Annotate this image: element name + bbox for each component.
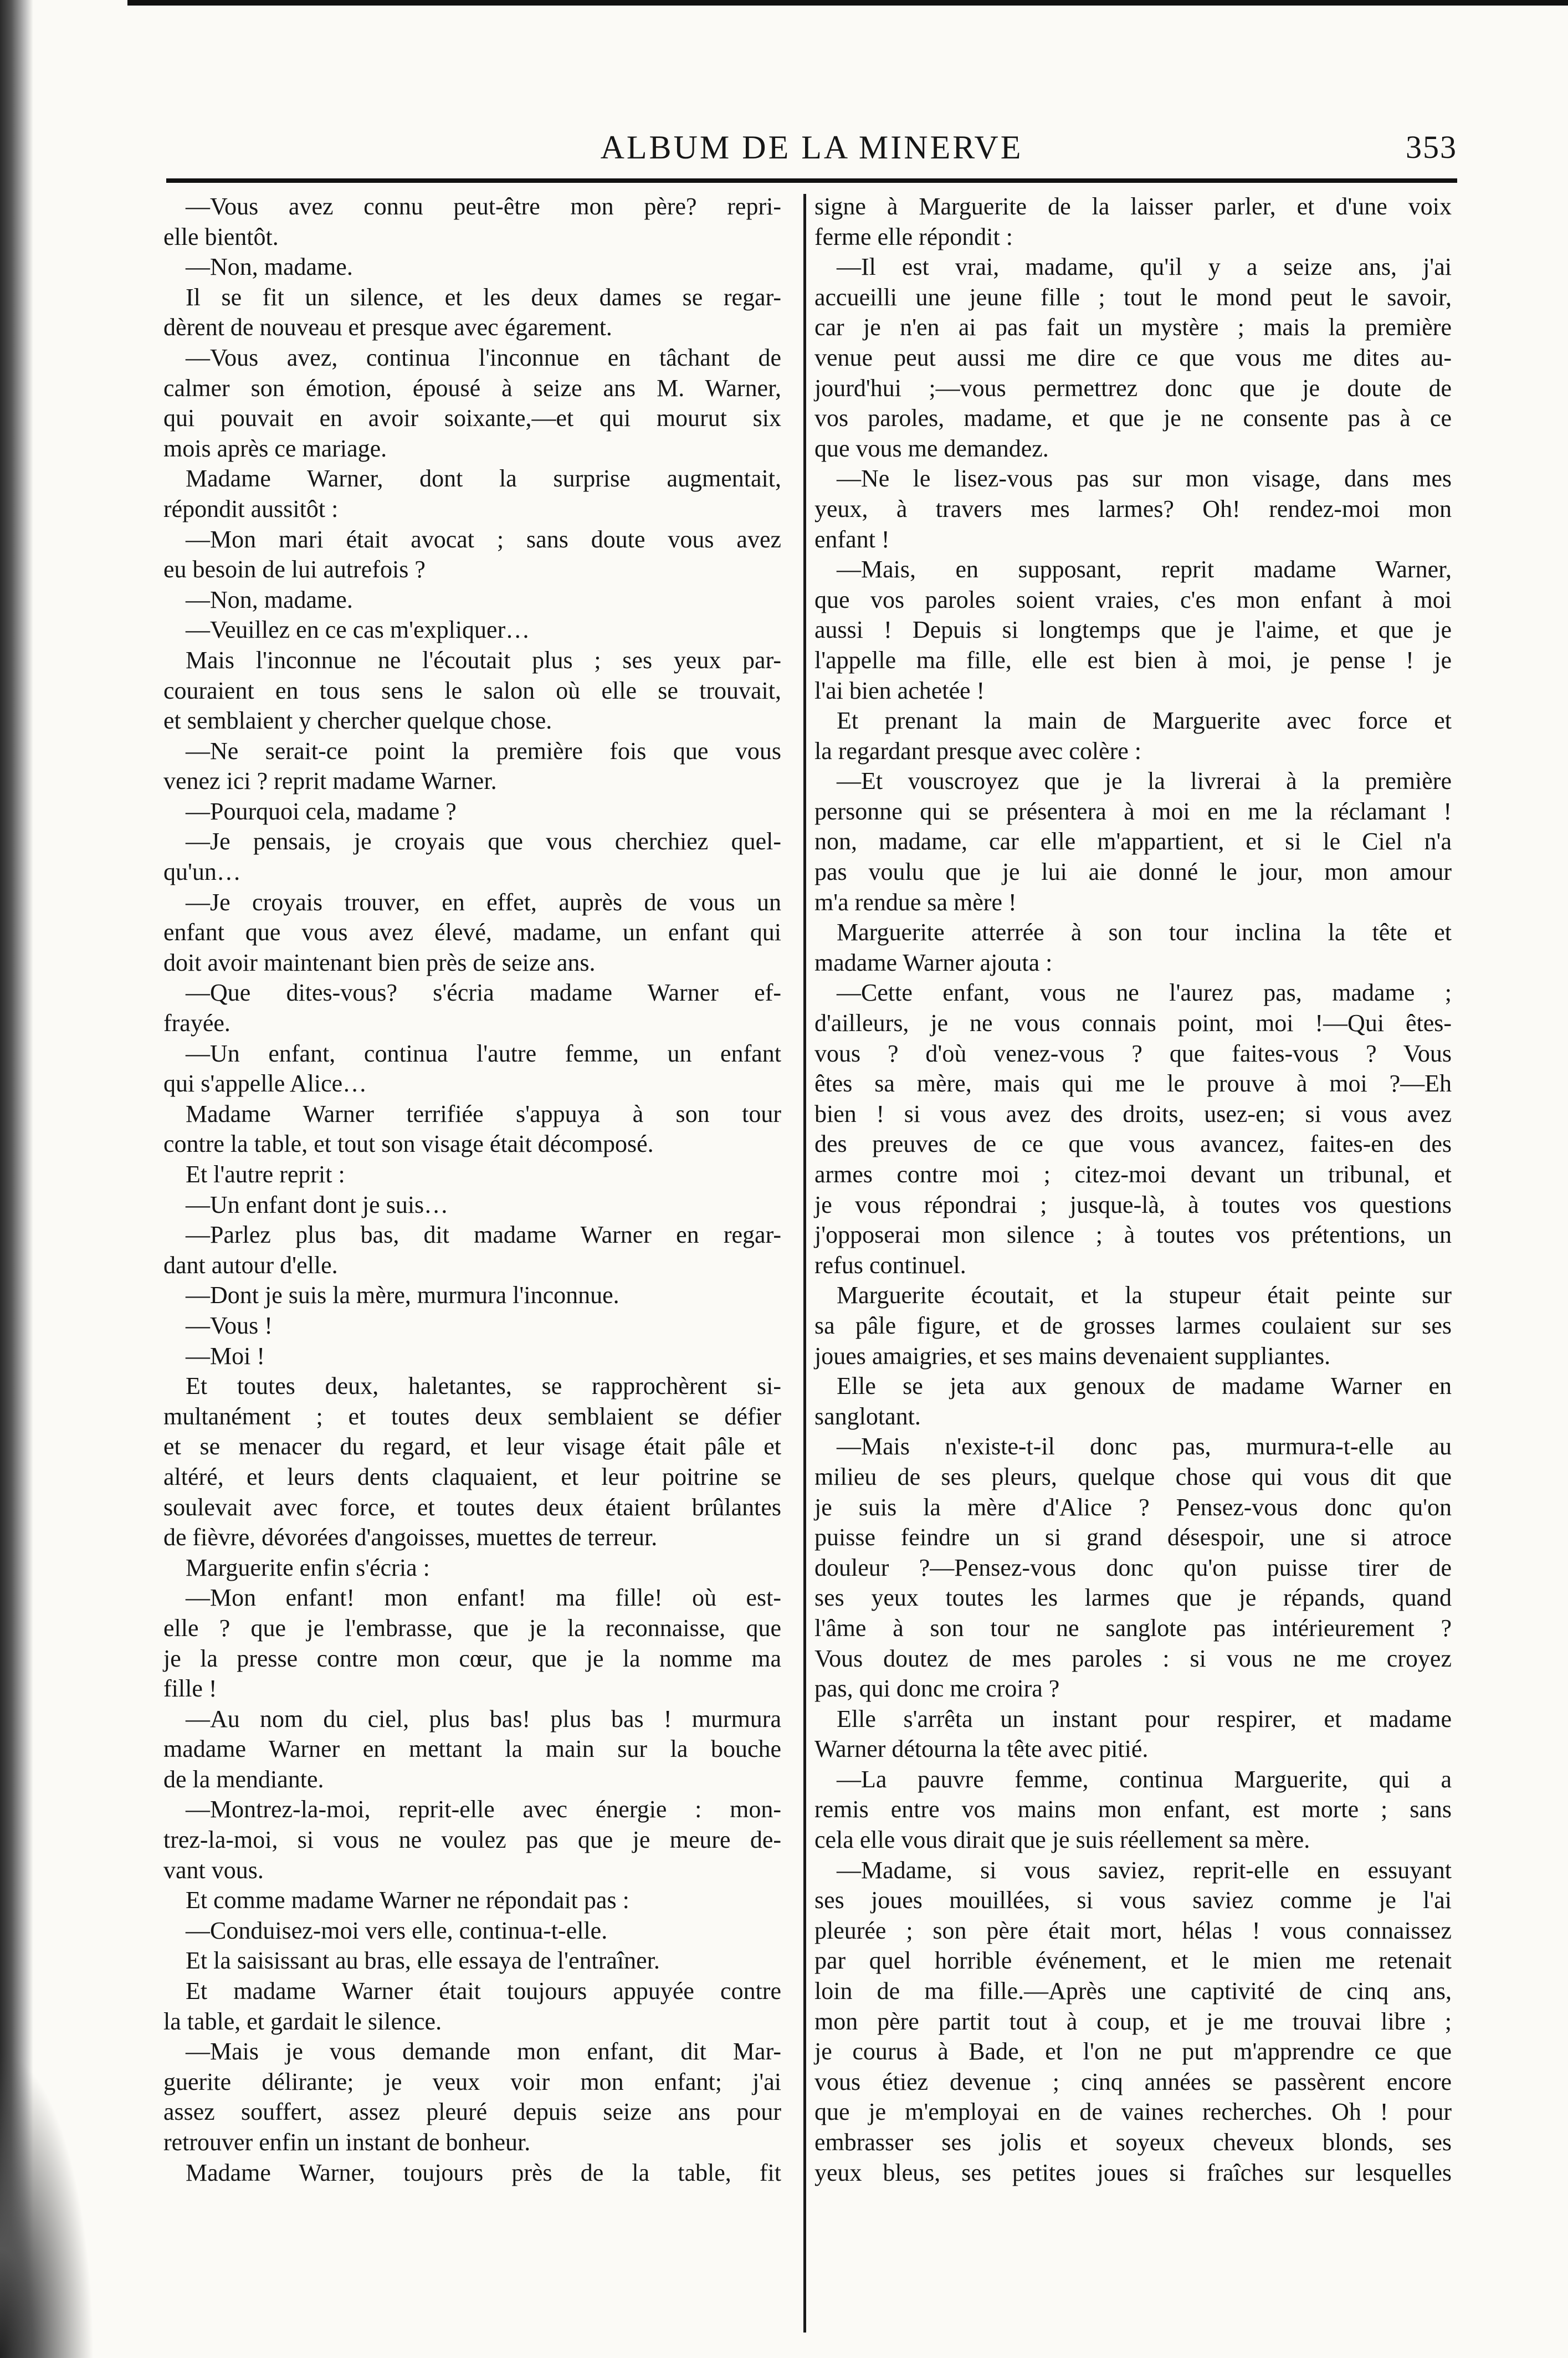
text-line: yeux, à travers mes larmes? Oh! rendez-moi mon [814, 495, 1452, 522]
text-line: altéré, et leurs dents claquaient, et leur poitrine se [163, 1463, 781, 1490]
text-line: Elle se jeta aux genoux de madame Warner en [837, 1372, 1452, 1400]
text-line: et semblaient y chercher quelque chose. [163, 707, 552, 735]
text-line: pleurée ; son père était mort, hélas ! vous connaissez [814, 1916, 1452, 1944]
text-line: soulevait avec force, et toutes deux étaient brûlantes [163, 1493, 781, 1521]
text-line: refus continuel. [814, 1251, 966, 1279]
text-line: elle bientôt. [163, 223, 279, 250]
text-line: milieu de ses pleurs, quelque chose qui vous dit que [814, 1463, 1452, 1490]
text-line: contre la table, et tout son visage était décomposé. [163, 1130, 654, 1158]
text-line: par quel horrible événement, et le mien me retenait [814, 1947, 1452, 1975]
text-line: embrasser ses jolis et soyeux cheveux blonds, ses [814, 2129, 1452, 2156]
text-line: Et madame Warner était toujours appuyée contre [186, 1977, 781, 2005]
top-edge-rule [127, 0, 1568, 6]
running-header [166, 129, 1457, 173]
text-line: trez-la-moi, si vous ne voulez pas que je meure de- [163, 1826, 781, 1854]
text-line: venue peut aussi me dire ce que vous me dites au- [814, 344, 1452, 371]
text-line: —Que dites-vous? s'écria madame Warner ef- [186, 979, 781, 1007]
text-line: accueilli une jeune fille ; tout le mond peut le savoir, [814, 283, 1452, 311]
text-line: qu'un… [163, 858, 241, 886]
text-line: madame Warner en mettant la main sur la bouche [163, 1735, 781, 1763]
text-line: l'ai bien achetée ! [814, 676, 985, 704]
text-line: couraient en tous sens le salon où elle se trouvait, [163, 676, 781, 704]
right-column [814, 192, 1452, 2188]
text-line: Madame Warner, dont la surprise augmentait, [186, 465, 781, 493]
text-line: —Ne le lisez-vous pas sur mon visage, dans mes [837, 465, 1452, 493]
text-line: ses yeux toutes les larmes que je répands, quand [814, 1584, 1452, 1612]
text-line: vant vous. [163, 1856, 264, 1884]
text-line: Mais l'inconnue ne l'écoutait plus ; ses yeux par- [186, 646, 781, 674]
text-line: —Un enfant dont je suis… [186, 1191, 449, 1218]
text-line: Madame Warner, toujours près de la table, fit [186, 2159, 781, 2186]
text-line: —Il est vrai, madame, qu'il y a seize ans, j'ai [837, 253, 1452, 281]
text-line: retrouver enfin un instant de bonheur. [163, 2129, 531, 2156]
column-divider [803, 194, 806, 2333]
text-line: que vous me demandez. [814, 434, 1049, 462]
text-line: répondit aussitôt : [163, 495, 339, 522]
text-line: la table, et gardait le silence. [163, 2007, 442, 2035]
left-column [163, 192, 781, 2188]
text-line: douleur ?—Pensez-vous donc qu'on puisse tirer de [814, 1554, 1452, 1581]
text-line: êtes sa mère, mais qui me le prouve à moi ?—Eh [814, 1070, 1452, 1098]
text-line: —Non, madame. [186, 586, 353, 613]
text-line: la regardant presque avec colère : [814, 737, 1141, 765]
text-line: —Dont je suis la mère, murmura l'inconnue. [186, 1281, 619, 1309]
text-line: multanément ; et toutes deux semblaient se défier [163, 1402, 781, 1430]
text-line: —Je pensais, je croyais que vous cherchiez quel- [186, 828, 781, 855]
text-line: je suis la mère d'Alice ? Pensez-vous donc qu'on [814, 1493, 1452, 1521]
text-line: sanglotant. [814, 1402, 921, 1430]
text-line: enfant que vous avez élevé, madame, un enfant qui [163, 919, 781, 946]
text-line: signe à Marguerite de la laisser parler, et d'une voix [814, 193, 1452, 220]
text-line: sa pâle figure, et de grosses larmes coulaient sur ses [814, 1311, 1452, 1339]
text-line: elle ? que je l'embrasse, que je la reconnaisse, que [163, 1614, 781, 1642]
text-line: vous étiez devenue ; cinq années se passèrent encore [814, 2068, 1452, 2095]
text-line: enfant ! [814, 525, 890, 553]
text-line: loin de ma fille.—Après une captivité de cinq ans, [814, 1977, 1452, 2005]
text-line: yeux bleus, ses petites joues si fraîches sur lesquelles [814, 2159, 1452, 2186]
text-line: cela elle vous dirait que je suis réellement sa mère. [814, 1826, 1310, 1854]
text-line: mon père partit tout à coup, et je me trouvai libre ; [814, 2007, 1452, 2035]
text-line: bien ! si vous avez des droits, usez-en; si vous avez [814, 1100, 1452, 1127]
journal-title: ALBUM DE LA MINERVE [600, 129, 1023, 166]
text-line: —Veuillez en ce cas m'expliquer… [186, 616, 530, 644]
text-line: ses joues mouillées, si vous saviez comme je l'ai [814, 1887, 1452, 1914]
text-line: armes contre moi ; citez-moi devant un tribunal, et [814, 1161, 1452, 1188]
text-line: je vous répondrai ; jusque-là, à toutes vos questions [814, 1191, 1452, 1218]
text-line: —Ne serait-ce point la première fois que vous [186, 737, 781, 765]
page-number: 353 [1406, 129, 1457, 165]
text-line: et se menacer du regard, et leur visage était pâle et [163, 1433, 781, 1460]
text-line: pas, qui donc me croira ? [814, 1675, 1060, 1703]
text-line: j'opposerai mon silence ; à toutes vos prétentions, un [814, 1221, 1452, 1249]
text-line: —Non, madame. [186, 253, 353, 281]
text-line: Warner détourna la tête avec pitié. [814, 1735, 1149, 1763]
text-line: —Je croyais trouver, en effet, auprès de vous un [186, 888, 781, 916]
text-line: —Mais je vous demande mon enfant, dit Mar- [186, 2038, 781, 2065]
text-line: —Mon enfant! mon enfant! ma fille! où est- [186, 1584, 781, 1612]
text-line: —La pauvre femme, continua Marguerite, qui a [837, 1765, 1452, 1793]
text-line: dèrent de nouveau et presque avec égarement. [163, 314, 612, 341]
scan-corner-smudge [0, 2050, 94, 2358]
text-line: Elle s'arrêta un instant pour respirer, et madame [837, 1705, 1452, 1732]
text-line: mois après ce mariage. [163, 434, 387, 462]
text-line: —Montrez-la-moi, reprit-elle avec énergie : mon- [186, 1796, 781, 1823]
text-line: —Vous avez, continua l'inconnue en tâchant de [186, 344, 781, 371]
text-line: —Vous ! [186, 1311, 273, 1339]
text-line: —Un enfant, continua l'autre femme, un enfant [186, 1039, 781, 1067]
text-line: —Mais, en supposant, reprit madame Warner, [837, 556, 1452, 583]
text-line: —Mais n'existe-t-il donc pas, murmura-t-elle au [837, 1433, 1452, 1460]
text-line: non, madame, car elle m'appartient, et si le Ciel n'a [814, 828, 1452, 855]
text-line: guerite délirante; je veux voir mon enfant; j'ai [163, 2068, 781, 2095]
text-line: car je n'en ai pas fait un mystère ; mais la première [814, 314, 1452, 341]
text-line: de la mendiante. [163, 1765, 324, 1793]
text-line: —Parlez plus bas, dit madame Warner en regar- [186, 1221, 781, 1249]
text-line: calmer son émotion, épousé à seize ans M. Warner, [163, 374, 781, 402]
text-line: Marguerite enfin s'écria : [186, 1554, 430, 1581]
text-line: Et prenant la main de Marguerite avec force et [837, 707, 1452, 735]
text-line: des preuves de ce que vous avancez, faites-en des [814, 1130, 1452, 1158]
text-line: assez souffert, assez pleuré depuis seize ans pour [163, 2098, 781, 2126]
text-line: l'appelle ma fille, elle est bien à moi, je pense ! je [814, 646, 1452, 674]
text-line: madame Warner ajouta : [814, 949, 1053, 976]
text-line: Madame Warner terrifiée s'appuya à son tour [186, 1100, 781, 1127]
text-line: jourd'hui ;—vous permettrez donc que je doute de [814, 374, 1452, 402]
text-line: Et toutes deux, haletantes, se rapprochèrent si- [186, 1372, 781, 1400]
text-line: aussi ! Depuis si longtemps que je l'aime, et que je [814, 616, 1452, 644]
text-line: dant autour d'elle. [163, 1251, 338, 1279]
text-line: —Conduisez-moi vers elle, continua-t-elle. [186, 1916, 608, 1944]
text-line: —Moi ! [186, 1342, 265, 1370]
text-line: de fièvre, dévorées d'angoisses, muettes de terreur. [163, 1524, 658, 1551]
text-line: —Cette enfant, vous ne l'aurez pas, madame ; [837, 979, 1452, 1007]
text-line: l'âme à son tour ne sanglote pas intérieurement ? [814, 1614, 1452, 1642]
text-line: d'ailleurs, je ne vous connais point, moi !—Qui êtes- [814, 1009, 1452, 1037]
text-line: eu besoin de lui autrefois ? [163, 556, 426, 583]
text-line: frayée. [163, 1009, 230, 1037]
text-line: que vos paroles soient vraies, c'es mon enfant à moi [814, 586, 1452, 613]
header-rule [166, 178, 1457, 183]
text-line: qui s'appelle Alice… [163, 1070, 367, 1098]
text-line: ferme elle répondit : [814, 223, 1013, 250]
text-line: doit avoir maintenant bien près de seize ans. [163, 949, 596, 976]
text-line: puisse feindre un si grand désespoir, une si atroce [814, 1524, 1452, 1551]
text-line: vos paroles, madame, et que je ne consente pas à ce [814, 404, 1452, 432]
text-line: que je m'employai en de vaines recherches. Oh ! pour [814, 2098, 1452, 2126]
text-line: —Madame, si vous saviez, reprit-elle en essuyant [837, 1856, 1452, 1884]
text-line: Vous doutez de mes paroles : si vous ne me croyez [814, 1644, 1452, 1672]
text-line: Et l'autre reprit : [186, 1161, 345, 1188]
text-line: Et la saisissant au bras, elle essaya de l'entraîner. [186, 1947, 660, 1975]
text-line: Il se fit un silence, et les deux dames se regar- [186, 283, 781, 311]
text-line: personne qui se présentera à moi en me la réclamant ! [814, 797, 1452, 825]
scan-binding-shadow [0, 0, 33, 2358]
text-line: —Pourquoi cela, madame ? [186, 797, 457, 825]
text-line: Et comme madame Warner ne répondait pas : [186, 1887, 629, 1914]
text-line: venez ici ? reprit madame Warner. [163, 767, 497, 795]
text-line: Marguerite écoutait, et la stupeur était peinte sur [837, 1281, 1452, 1309]
text-line: —Mon mari était avocat ; sans doute vous avez [186, 525, 781, 553]
text-line: pas voulu que je lui aie donné le jour, mon amour [814, 858, 1452, 886]
text-line: —Et vouscroyez que je la livrerai à la première [837, 767, 1452, 795]
text-line: remis entre vos mains mon enfant, est morte ; sans [814, 1796, 1452, 1823]
text-line: qui pouvait en avoir soixante,—et qui mourut six [163, 404, 781, 432]
text-line: vous ? d'où venez-vous ? que faites-vous ? Vous [814, 1039, 1452, 1067]
text-line: fille ! [163, 1675, 217, 1703]
text-line: —Vous avez connu peut-être mon père? repri- [186, 193, 781, 220]
text-line: Marguerite atterrée à son tour inclina la tête et [837, 919, 1452, 946]
text-line: joues amaigries, et ses mains devenaient suppliantes. [814, 1342, 1331, 1370]
text-line: je courus à Bade, et l'on ne put m'apprendre ce que [814, 2038, 1452, 2065]
text-line: je la presse contre mon cœur, que je la nomme ma [163, 1644, 781, 1672]
text-line: m'a rendue sa mère ! [814, 888, 1017, 916]
text-line: —Au nom du ciel, plus bas! plus bas ! murmura [186, 1705, 781, 1732]
